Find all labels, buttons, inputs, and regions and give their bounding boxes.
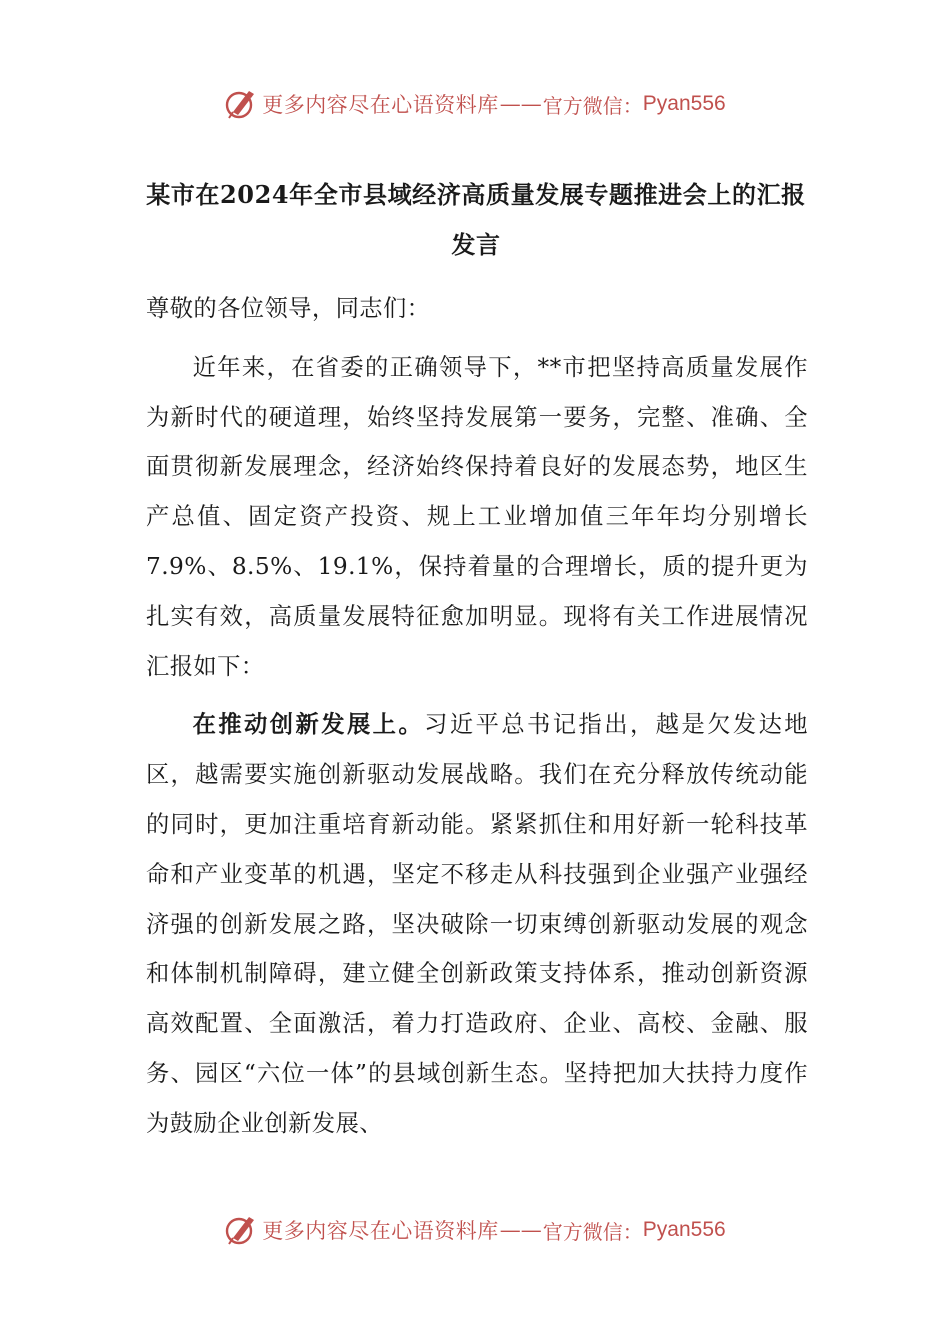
- document-title: 某市在2024年全市县域经济高质量发展专题推进会上的汇报发言: [146, 180, 806, 259]
- banner-separator: ——: [499, 1218, 542, 1242]
- banner-separator: ——: [499, 92, 542, 116]
- document-body: [146, 284, 808, 1149]
- wechat-id: Pyan556: [642, 92, 726, 115]
- paragraph-innovation: [146, 700, 808, 1148]
- wechat-id: Pyan556: [642, 1218, 726, 1241]
- pen-nib-circle-icon: [224, 1213, 258, 1247]
- paragraph-lead-heading: 在推动创新发展上。: [192, 711, 425, 739]
- wechat-label: 官方微信：: [542, 93, 643, 118]
- pen-nib-circle-icon: [224, 87, 258, 121]
- salutation: 尊敬的各位领导，同志们：: [146, 295, 431, 322]
- footer-watermark-banner: [0, 1210, 950, 1250]
- header-watermark-banner: [0, 84, 950, 124]
- paragraph-innovation-text: 习近平总书记指出，越是欠发达地区，越需要实施创新驱动发展战略。我们在充分释放传统动能的同时，更加注重培育新动能。紧紧抓住和用好新一轮科技革命和产业变革的机遇，坚定不移走从科技强到企业强产业强经济强的创新发展之路，坚决破除一切束缚创新驱动发展的观念和体制机制障碍，建立健全创新政策支持体系，推动创新资源高效配置、全面激活，着力打造政府、企业、高校、金融、服务、园区“六位一体”的县域创新生态。坚持把加大扶持力度作为鼓励企业创新发展、: [146, 711, 809, 1137]
- paragraph-intro: 近年来，在省委的正确领导下，**市把坚持高质量发展作为新时代的硬道理，始终坚持发展第一要务，完整、准确、全面贯彻新发展理念，经济始终保持着良好的发展态势，地区生产总值、固定资产投资、规上工业增加值三年年均分别增长7.9%、8.5%、19.1%，保持着量的合理增长，质的提升更为扎实有效，高质量发展特征愈加明显。现将有关工作进展情况汇报如下：: [146, 353, 808, 680]
- wechat-label: 官方微信：: [542, 1219, 643, 1244]
- promo-text: 更多内容尽在心语资料库: [262, 1219, 499, 1243]
- promo-text: 更多内容尽在心语资料库: [262, 93, 499, 117]
